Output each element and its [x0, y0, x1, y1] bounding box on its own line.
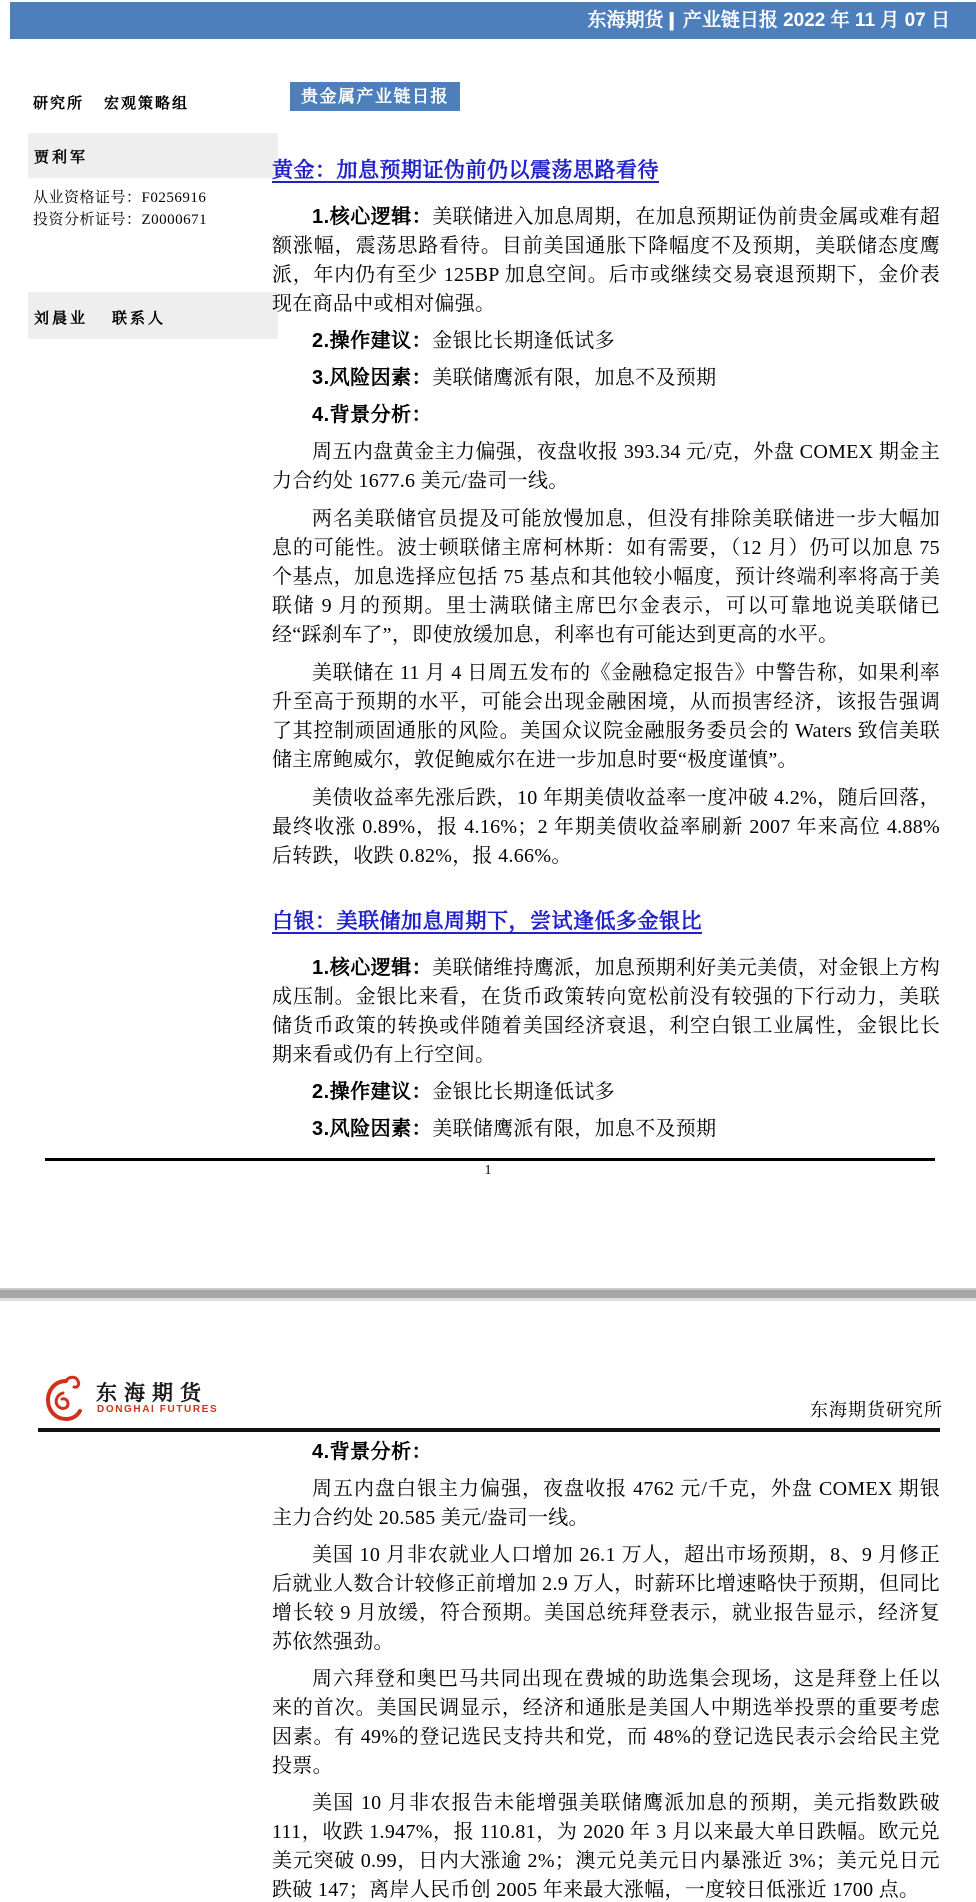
item-label: 4.背景分析：	[312, 1441, 433, 1463]
silver-background-paragraph: 周六拜登和奥巴马共同出现在费城的助选集会现场，这是拜登上任以来的首次。美国民调显示，经济和通胀是美国人中期选举投票的重要考虑因素。有 49%的登记选民支持共和党，而 48%的登记选民表示会给民主党投票。	[272, 1668, 940, 1777]
item-label: 3.风险因素：	[312, 1118, 433, 1140]
page1-footer-rule	[45, 1158, 935, 1161]
item-label: 1.核心逻辑：	[312, 957, 433, 979]
item-label: 1.核心逻辑：	[312, 206, 433, 228]
item-text: 美联储鹰派有限，加息不及预期	[432, 367, 717, 389]
silver-operation-advice	[272, 1078, 940, 1107]
item-text: 金银比长期逢低试多	[432, 1081, 615, 1103]
gold-background-paragraph: 美债收益率先涨后跌，10 年期美债收益率一度冲破 4.2%，随后回落，最终收涨 0.89%，报 4.16%；2 年期美债收益率刷新 2007 年来高位 4.88%后转跌，收跌 0.82%，报 4.66%。	[272, 787, 940, 867]
silver-core-logic	[272, 954, 940, 1070]
gold-background-paragraph: 周五内盘黄金主力偏强，夜盘收报 393.34 元/克，外盘 COMEX 期金主力合约处 1677.6 美元/盎司一线。	[272, 441, 940, 492]
report-title-badge: 贵金属产业链日报	[290, 82, 460, 111]
group-label: 宏观策略组	[104, 96, 190, 112]
gold-section-heading[interactable]: 黄金：加息预期证伪前仍以震荡思路看待	[272, 159, 659, 182]
item-text: 金银比长期逢低试多	[432, 330, 615, 352]
org-label: 研究所	[33, 96, 85, 112]
item-text: 美联储鹰派有限，加息不及预期	[432, 1118, 717, 1140]
page1-main-column	[272, 156, 940, 1152]
gold-risk-factor	[272, 364, 940, 393]
contact-name: 刘晨业	[34, 311, 89, 327]
silver-background-paragraph: 美国 10 月非农报告未能增强美联储鹰派加息的预期，美元指数跌破 111，收跌 1.947%，报 110.81，为 2020 年 3 月以来最大单日跌幅。欧元兑美元突破 0.99，日内大涨逾 2%；澳元兑美元日内暴涨近 3%；美元兑日元跌破 147；离岸人民币创 2005 年来最大涨幅，一度较日低涨近 1700 点。	[272, 1792, 940, 1901]
item-label: 2.操作建议：	[312, 1081, 433, 1103]
report-header-bar	[10, 2, 976, 39]
item-text: 美联储进入加息周期，在加息预期证伪前贵金属或难有超额涨幅，震荡思路看待。目前美国通胀下降幅度不及预期，美联储态度鹰派，年内仍有至少 125BP 加息空间。后市或继续交易衰退预期下，金价表现在商品中或相对偏强。	[272, 206, 940, 315]
gold-operation-advice	[272, 327, 940, 356]
gold-background-label	[272, 401, 940, 430]
logo-brand-chinese: 东海期货	[96, 1381, 208, 1405]
silver-background-label	[272, 1438, 940, 1467]
header-title: 产业链日报 2022 年 11 月 07 日	[682, 10, 950, 31]
silver-section-heading[interactable]: 白银：美联储加息周期下，尝试逢低多金银比	[272, 910, 702, 933]
silver-background-paragraph: 美国 10 月非农就业人口增加 26.1 万人，超出市场预期，8、9 月修正后就业人数合计较修正前增加 2.9 万人，时薪环比增速略快于预期，但同比增长较 9 月放缓，符合预期。美国总统拜登表示，就业报告显示，经济复苏依然强劲。	[272, 1544, 940, 1653]
item-label: 2.操作建议：	[312, 330, 433, 352]
contact-role: 联系人	[112, 311, 167, 327]
sidebar-org-line	[33, 92, 189, 113]
donghai-logo-icon	[42, 1374, 90, 1426]
item-label: 4.背景分析：	[312, 404, 433, 426]
contact-box	[28, 292, 278, 339]
page2-header-right: 东海期货研究所	[810, 1400, 943, 1420]
brand-name: 东海期货	[587, 10, 664, 31]
page2-header-rule	[38, 1428, 940, 1432]
qualification-cert-number: 从业资格证号：F0256916	[33, 190, 207, 206]
analyst-name-box	[28, 133, 278, 178]
logo-brand-english: DONGHAI FUTURES	[97, 1404, 219, 1415]
gold-background-paragraph: 两名美联储官员提及可能放慢加息，但没有排除美联储进一步大幅加息的可能性。波士顿联储主席柯林斯：如有需要，（12 月）仍可以加息 75 个基点，加息选择应包括 75 基点和其他较小幅度，预计终端利率将高于美联储 9 月的预期。里士满联储主席巴尔金表示，可以可靠地说美联储已经“踩刹车了”，即使放缓加息，利率也有可能达到更高的水平。	[272, 508, 940, 646]
silver-risk-factor	[272, 1115, 940, 1144]
gold-background-paragraph: 美联储在 11 月 4 日周五发布的《金融稳定报告》中警告称，如果利率升至高于预期的水平，可能会出现金融困境，从而损害经济，该报告强调了其控制顽固通胀的风险。美国众议院金融服务委员会的 Waters 致信美联储主席鲍威尔，敦促鲍威尔在进一步加息时要“极度谨慎”。	[272, 662, 940, 771]
gold-core-logic	[272, 203, 940, 319]
analysis-cert-number: 投资分析证号：Z0000671	[33, 212, 208, 228]
item-text: 美联储维持鹰派，加息预期利好美元美债，对金银上方构成压制。金银比来看，在货币政策转向宽松前没有较强的下行动力，美联储货币政策的转换或伴随着美国经济衰退，利空白银工业属性，金银比长期来看或仍有上行空间。	[272, 957, 940, 1066]
page-break-separator	[0, 1288, 976, 1301]
silver-background-paragraph: 周五内盘白银主力偏强，夜盘收报 4762 元/千克，外盘 COMEX 期银主力合约处 20.585 美元/盎司一线。	[272, 1478, 940, 1529]
page2-main-column	[272, 1438, 940, 1902]
page-number: 1	[484, 1163, 492, 1178]
header-separator: |	[666, 10, 676, 31]
analyst-name: 贾利军	[34, 150, 89, 166]
item-label: 3.风险因素：	[312, 367, 433, 389]
